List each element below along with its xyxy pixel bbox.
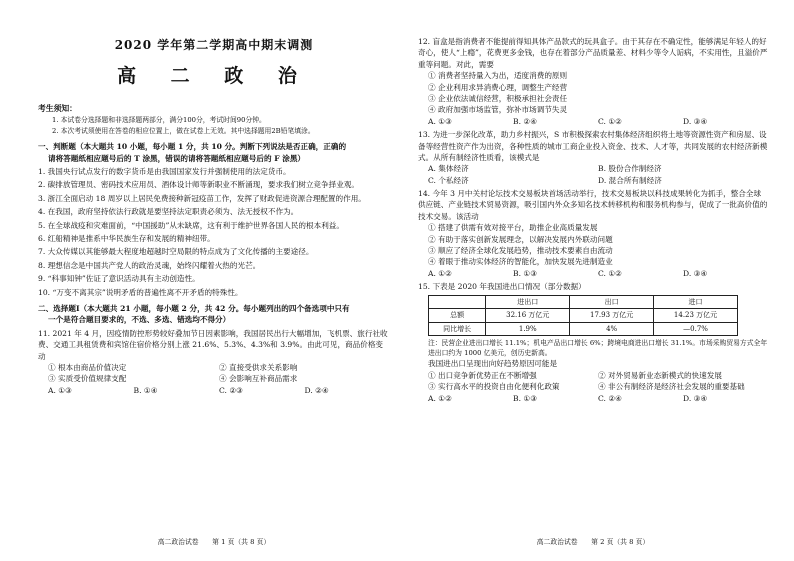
answer-choice: D. ③④ bbox=[683, 393, 708, 403]
option: B. 股份合作制经济 bbox=[598, 164, 662, 174]
option: ④ 政府加强市场监管，弥补市场调节失灵 bbox=[428, 105, 568, 115]
section-2-heading-cont: 一个是符合题目要求的，不选、多选、错选均不得分） bbox=[48, 315, 231, 325]
table-cell: 总额 bbox=[429, 309, 486, 323]
answer-choice: C. ②④ bbox=[598, 393, 622, 403]
option: ③ 企业依法诚信经营，积极承担社会责任 bbox=[428, 93, 568, 103]
table-cell: 1.9% bbox=[486, 322, 570, 336]
table-row bbox=[429, 322, 738, 336]
right-page bbox=[418, 0, 768, 561]
page-footer: 高二政治试卷 第 1 页（共 8 页） bbox=[157, 537, 271, 546]
tf-question: 9. “科事知钟”佐证了意识活动具有主动创造性。 bbox=[38, 274, 200, 284]
tf-question: 6. 红船精神是推系中华民族生存和发展的精神纽带。 bbox=[38, 233, 215, 243]
table-row bbox=[429, 309, 738, 323]
answer-choice: D. ③④ bbox=[683, 116, 708, 126]
tf-question: 5. 在全球战疫和灾难面前，“中国援助”从未缺席，这有利于维护世界各国人民的根本利益。 bbox=[38, 220, 344, 230]
option: ② 直接受供求关系影响 bbox=[219, 362, 298, 372]
question-14-options bbox=[418, 222, 768, 268]
notice-item: 1. 本试卷分选择题和非选择题两部分，满分100分，考试时间90分钟。 bbox=[52, 116, 266, 125]
section-2-heading: 二、选择题Ⅰ（本大题共 21 小题，每小题 2 分，共 42 分。每小题列出的四个备选项中只有 bbox=[38, 303, 350, 313]
option: ③ 顺应了经济全球化发展趋势，推动技术要素自由流动 bbox=[428, 246, 613, 256]
table-cell: 32.16 万亿元 bbox=[486, 309, 570, 323]
exam-notice bbox=[38, 103, 390, 137]
answer-choice: C. ②③ bbox=[219, 385, 243, 395]
option: ④ 着眼于推动实体经济的智能化，加快发展先进制造业 bbox=[428, 257, 613, 267]
section-1-heading: 一、判断题（本大题共 10 小题，每小题 1 分，共 10 分。判断下列说法是否正确，正确的 bbox=[38, 142, 347, 152]
question-14-answers bbox=[418, 268, 768, 279]
question-12-answers bbox=[418, 116, 768, 127]
table-cell: 14.23 万亿元 bbox=[654, 309, 738, 323]
table-cell: 4% bbox=[570, 322, 654, 336]
notice-item: 2. 本次考试须使用在答卷的相应位置上，做在试卷上无效。其中选择题用2B铅笔填涂。 bbox=[52, 126, 315, 135]
answer-choice: A. ①③ bbox=[428, 116, 452, 126]
question-15-stem: 15. 下表是 2020 年我国进出口情况（部分数据） bbox=[418, 282, 586, 292]
tf-question: 1. 我国央行试点发行的数字货币是由我国国家发行并强制使用的法定货币。 bbox=[38, 167, 291, 177]
question-15-question: 我国进出口呈现出向好趋势原因可能是 bbox=[428, 359, 558, 369]
tf-question: 3. 浙江全面启动 18 周岁以上居民免费接种新冠疫苗工作，发挥了财政促进资源合理配置的作用。 bbox=[38, 193, 366, 203]
answer-choice: B. ①③ bbox=[513, 393, 538, 403]
option: ④ 会影响互补商品需求 bbox=[219, 374, 298, 384]
answer-choice: B. ①③ bbox=[513, 268, 538, 278]
tf-question: 2. 碳排放管理员、密码技术应用员、酒体设计师等新职业不断涌现，要求我们树立竞争择业观。 bbox=[38, 180, 359, 190]
question-14-stem: 14. 今年 3 月中关村论坛技术交易板块首场活动举行，技术交易板块以科技成果转化为抓手，整合全球供应链、产业链技术贸易资源，吸引国内外众多知名技术转移机构和服务机构参与，促成了一批高价值的技术交易。该活动 bbox=[418, 189, 768, 221]
option: ① 消费者坚持量入为出，适度消费的原则 bbox=[428, 71, 568, 81]
answer-choice: D. ②④ bbox=[304, 385, 329, 395]
option: ① 出口竞争新优势正在不断增强 bbox=[428, 370, 537, 380]
question-11-stem: 11. 2021 年 4 月，因疫情防控形势较好叠加节日因素影响，我国居民出行大幅增加，飞机票、旅行社收费、交通工具租赁费和宾馆住宿价格分别上涨 21.6%、5.3%、4.3%和 3.9%。由此可见，商品价格变动 bbox=[38, 328, 388, 361]
answer-choice: D. ③④ bbox=[683, 268, 708, 278]
option: D. 混合所有制经济 bbox=[598, 175, 662, 185]
table-header-cell: 进口 bbox=[654, 295, 738, 309]
table-header-cell: 进出口 bbox=[486, 295, 570, 309]
option: C. 个私经济 bbox=[428, 175, 469, 185]
tf-question: 4. 在我国，政府坚持依法行政就是要坚持法定职责必须为、法无授权不作为。 bbox=[38, 207, 299, 217]
table-cell: 17.93 万亿元 bbox=[570, 309, 654, 323]
option: ① 根本由商品价值决定 bbox=[48, 362, 127, 372]
question-13-stem: 13. 为进一步深化改革，助力乡村振兴，S 市积极探索农村集体经济组织将土地等资源性资产和房屋、设备等经营性资产作为出资，各种性质的城市工商企业投入资金、技术、人才等，共同发展的农村经济新模式。从所有制经济性质看，该模式是 bbox=[418, 130, 768, 162]
exam-title: 2020 学年第二学期高中期末调测 bbox=[114, 38, 314, 52]
trade-table bbox=[428, 295, 738, 337]
table-header-cell: 出口 bbox=[570, 295, 654, 309]
option: ② 企业利用求异消费心理，调整生产经营 bbox=[428, 82, 568, 92]
option: ② 对外贸易新业态新模式的快速发展 bbox=[598, 370, 722, 380]
table-cell: —0.7% bbox=[654, 322, 738, 336]
option: A. 集体经济 bbox=[428, 164, 469, 174]
question-15-answers bbox=[418, 393, 768, 404]
question-11-answers bbox=[38, 385, 390, 396]
answer-choice: A. ①② bbox=[428, 393, 452, 403]
notice-heading: 考生须知： bbox=[38, 103, 77, 113]
option: ① 搭建了供需有效对接平台，助推企业高质量发展 bbox=[428, 223, 598, 233]
table-header-row bbox=[429, 295, 738, 309]
option: ③ 实质受价值规律支配 bbox=[48, 374, 127, 384]
tf-question: 10. “万变不离其宗”说明矛盾的普遍性离不开矛盾的特殊性。 bbox=[38, 287, 243, 297]
question-13-options bbox=[418, 163, 768, 186]
question-15-options bbox=[418, 370, 768, 393]
tf-question: 7. 大众传媒以其能够最大程度地超越时空局限的特点成为了文化传播的主要途径。 bbox=[38, 247, 314, 257]
answer-choice: C. ①② bbox=[598, 268, 622, 278]
question-11-options bbox=[38, 362, 390, 385]
page-footer: 高二政治试卷 第 2 页（共 8 页） bbox=[536, 537, 650, 546]
table-header-cell bbox=[429, 295, 486, 309]
answer-choice: A. ①③ bbox=[48, 385, 72, 395]
left-page bbox=[38, 0, 390, 561]
option: ③ 实行高水平的投资自由化便利化政策 bbox=[428, 382, 560, 392]
question-12-options bbox=[418, 70, 768, 116]
exam-subject: 高 二 政 治 bbox=[117, 65, 311, 87]
question-15-note: 注：民营企业进出口增长 11.1%；机电产品出口增长 6%；跨境电商进出口增长 31.1%。市场采购贸易方式全年进出口约为 1000 亿美元，创历史新高。 bbox=[428, 339, 768, 358]
option: ② 有助于落实创新发展理念，以解决发展内外联动问题 bbox=[428, 234, 613, 244]
tf-question: 8. 理想信念是中国共产党人的政治灵魂，始终闪耀着火热的光芒。 bbox=[38, 260, 261, 270]
answer-choice: B. ②④ bbox=[513, 116, 538, 126]
answer-choice: A. ①② bbox=[428, 268, 452, 278]
table-cell: 同比增长 bbox=[429, 322, 486, 336]
section-1-heading-cont: 请将答题纸相应题号后的 T 涂黑，错误的请将答题纸相应题号后的 F 涂黑） bbox=[48, 153, 306, 163]
question-12-stem: 12. 盲盒是指消费者不能提前得知具体产品款式的玩具盒子。由于其存在不确定性，能够满足年轻人的好奇心，使人“上瘾”，花费更多金钱，也存在着部分产品质量差、材料少等令人诟病，不实用性，且溢价严重等问题。对此，需要 bbox=[418, 37, 768, 69]
option: ④ 非公有制经济是经济社会发展的重要基础 bbox=[598, 382, 745, 392]
answer-choice: C. ①② bbox=[598, 116, 622, 126]
answer-choice: B. ①④ bbox=[133, 385, 158, 395]
